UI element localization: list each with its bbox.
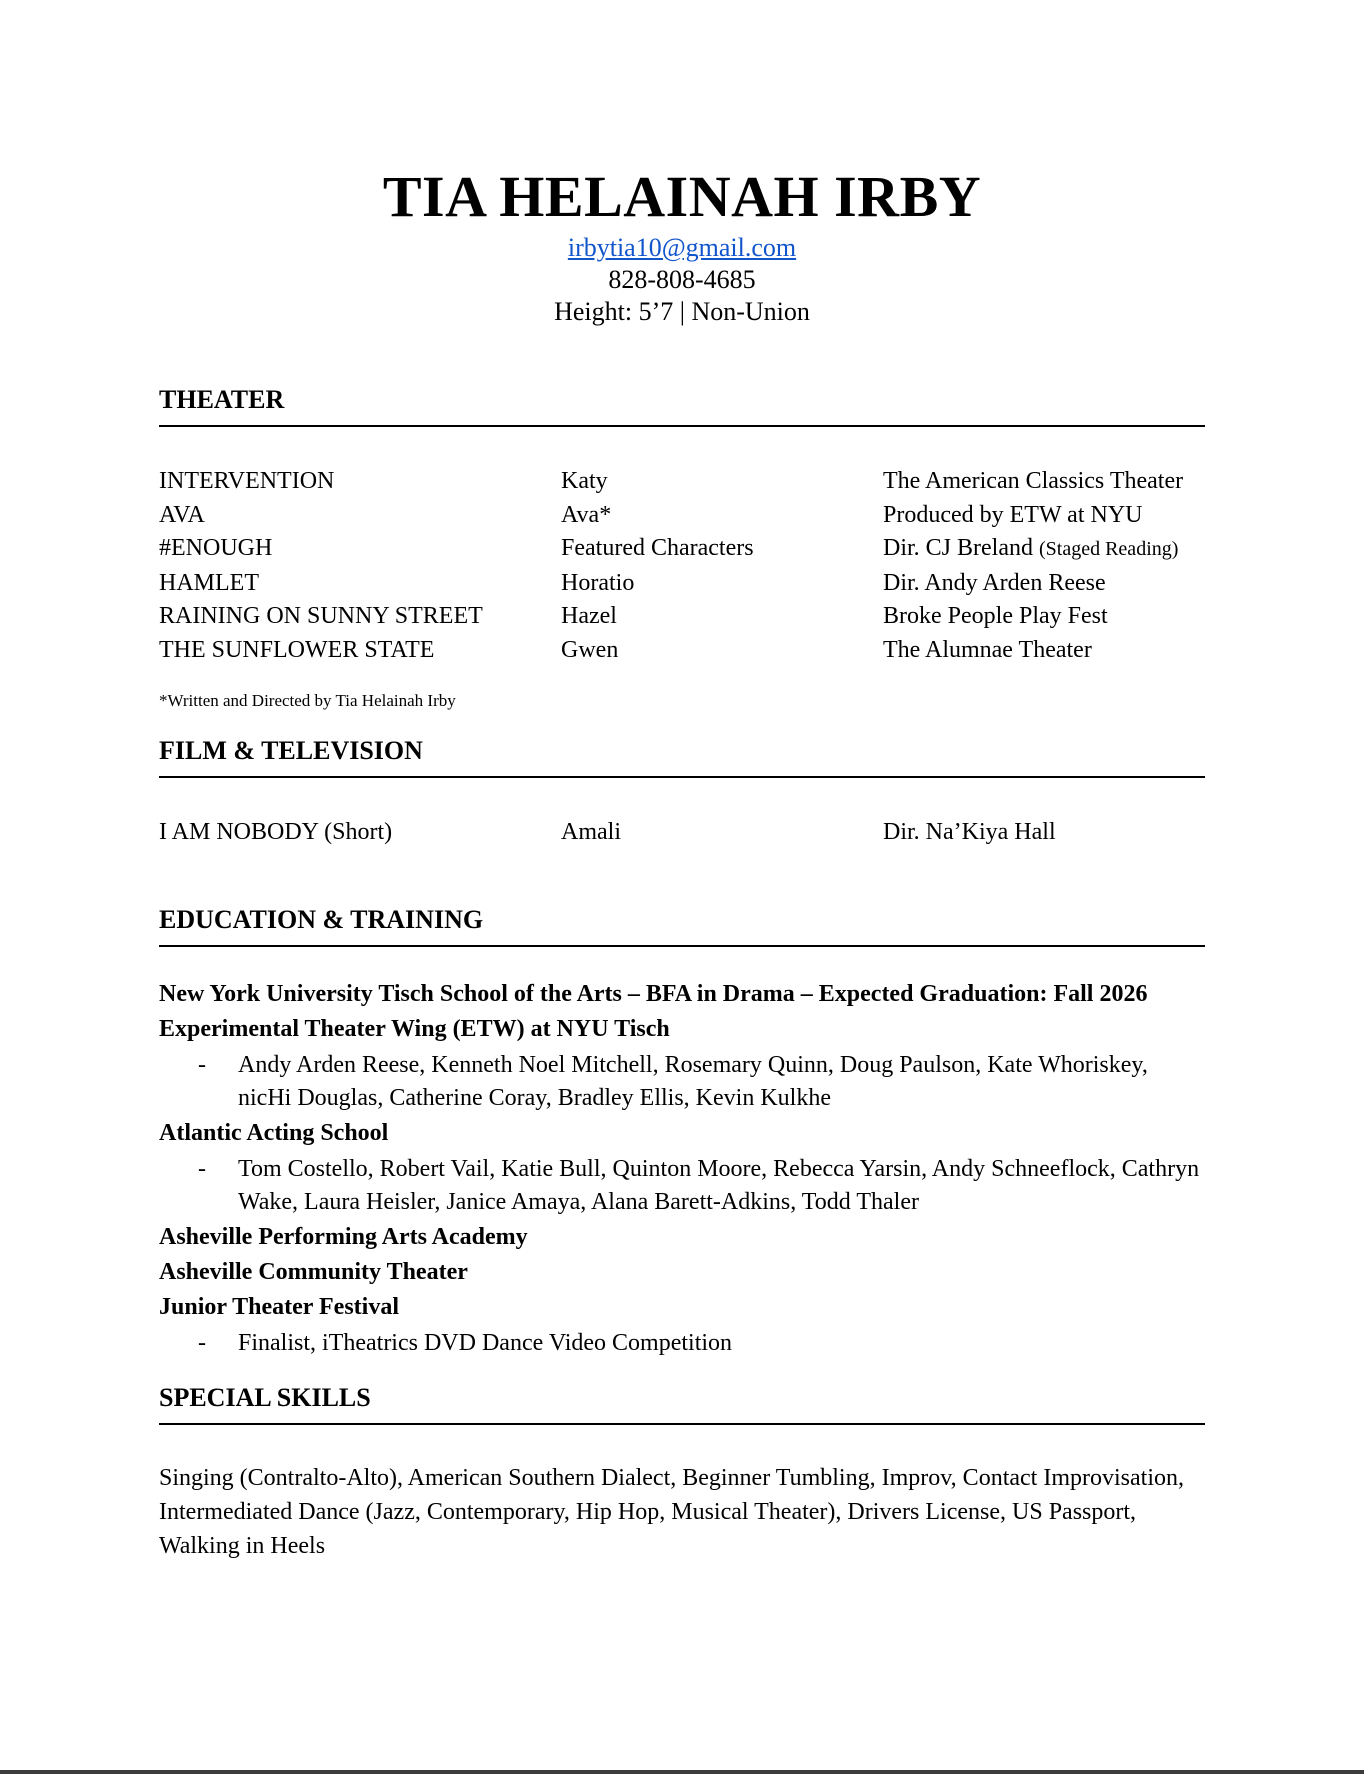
credit-role: Gwen xyxy=(561,636,619,663)
school-act: Asheville Community Theater xyxy=(159,1259,468,1285)
credit-show: AVA xyxy=(159,501,205,528)
credit-show: I AM NOBODY (Short) xyxy=(159,819,393,845)
credit-row xyxy=(159,532,1205,567)
credit-company: Dir. Andy Arden Reese xyxy=(883,569,1106,596)
actor-name: TIA HELAINAH IRBY xyxy=(382,164,982,229)
theater-section xyxy=(159,383,1205,712)
theater-credits xyxy=(159,465,1205,668)
school-atlantic: Atlantic Acting School xyxy=(159,1120,389,1146)
credit-role: Hazel xyxy=(561,603,617,630)
film-credits xyxy=(159,816,1205,850)
atlantic-teachers: Tom Costello, Robert Vail, Katie Bull, Quinton Moore, Rebecca Yarsin, Andy Schneeflock, Cathryn Wake, Laura Heisler, Janice Amaya, Alana Barett-Adkins, Todd Thaler xyxy=(238,1156,1200,1215)
credit-row xyxy=(159,567,1205,601)
credit-show: HAMLET xyxy=(159,569,259,596)
etw-teachers: Andy Arden Reese, Kenneth Noel Mitchell, Rosemary Quinn, Doug Paulson, Kate Whoriskey, nicHi Douglas, Catherine Coray, Bradley Ellis, Kevin Kulkhe xyxy=(238,1052,1148,1111)
height-union-status: Height: 5’7 | Non-Union xyxy=(554,297,810,326)
email-link[interactable]: irbytia10@gmail.com xyxy=(567,233,797,262)
section-title-theater: THEATER xyxy=(159,383,1205,427)
school-apaa: Asheville Performing Arts Academy xyxy=(159,1224,528,1250)
credit-role: Katy xyxy=(561,468,608,494)
list-item: - Tom Costello, Robert Vail, Katie Bull, Quinton Moore, Rebecca Yarsin, Andy Schneeflock, Cathryn Wake, Laura Heisler, Janice Amaya, Alana Barett-Adkins, Todd Thaler xyxy=(159,1153,1205,1218)
credit-show: #ENOUGH xyxy=(159,535,273,562)
credit-role: Amali xyxy=(561,819,621,845)
theater-footnote: *Written and Directed by Tia Helainah Irby xyxy=(159,690,456,710)
jtf-note: Finalist, iTheatrics DVD Dance Video Competition xyxy=(238,1330,733,1356)
credit-company: Broke People Play Fest xyxy=(883,603,1108,630)
skills-text: Singing (Contralto-Alto), American Southern Dialect, Beginner Tumbling, Improv, Contact Improvisation, Intermediated Dance (Jazz, Contemporary, Hip Hop, Musical Theater), Drivers License, US Passport, Walking in Heels xyxy=(159,1465,1184,1559)
credit-company: Dir. CJ Breland (Staged Reading) xyxy=(883,535,1179,562)
credit-show: INTERVENTION xyxy=(159,468,335,494)
section-title-education: EDUCATION & TRAINING xyxy=(159,903,1205,947)
credit-company: Dir. Na’Kiya Hall xyxy=(883,819,1056,845)
credit-note: (Staged Reading) xyxy=(1039,538,1179,561)
phone-number: 828-808-4685 xyxy=(608,265,756,294)
school-nyu: New York University Tisch School of the Arts – BFA in Drama – Expected Graduation: Fall 2026 xyxy=(159,981,1148,1007)
section-title-film: FILM & TELEVISION xyxy=(159,734,1205,778)
credit-company: The American Classics Theater xyxy=(883,468,1184,494)
credit-row xyxy=(159,465,1205,499)
credit-row xyxy=(159,600,1205,634)
credit-role: Ava* xyxy=(561,501,612,528)
film-section xyxy=(159,734,1205,850)
program-jtf: Junior Theater Festival xyxy=(159,1294,399,1320)
credit-role: Horatio xyxy=(561,569,635,596)
section-title-skills: SPECIAL SKILLS xyxy=(159,1381,1205,1425)
credit-show: RAINING ON SUNNY STREET xyxy=(159,603,483,630)
credit-company: The Alumnae Theater xyxy=(883,636,1092,663)
credit-role: Featured Characters xyxy=(561,535,754,562)
resume-header xyxy=(0,162,1364,328)
skills-section xyxy=(159,1381,1205,1563)
list-item: - Andy Arden Reese, Kenneth Noel Mitchell, Rosemary Quinn, Doug Paulson, Kate Whoriskey, nicHi Douglas, Catherine Coray, Bradley Ellis, Kevin Kulkhe xyxy=(159,1049,1205,1114)
credit-company: Produced by ETW at NYU xyxy=(883,501,1143,528)
page-bottom-edge xyxy=(0,1770,1364,1774)
education-section xyxy=(159,903,1205,1362)
program-etw: Experimental Theater Wing (ETW) at NYU Tisch xyxy=(159,1016,670,1042)
list-item: - Finalist, iTheatrics DVD Dance Video Competition xyxy=(159,1327,1205,1360)
credit-row xyxy=(159,816,1205,850)
credit-row xyxy=(159,634,1205,668)
credit-row xyxy=(159,499,1205,533)
credit-show: THE SUNFLOWER STATE xyxy=(159,636,435,663)
education-list xyxy=(159,977,1205,1360)
